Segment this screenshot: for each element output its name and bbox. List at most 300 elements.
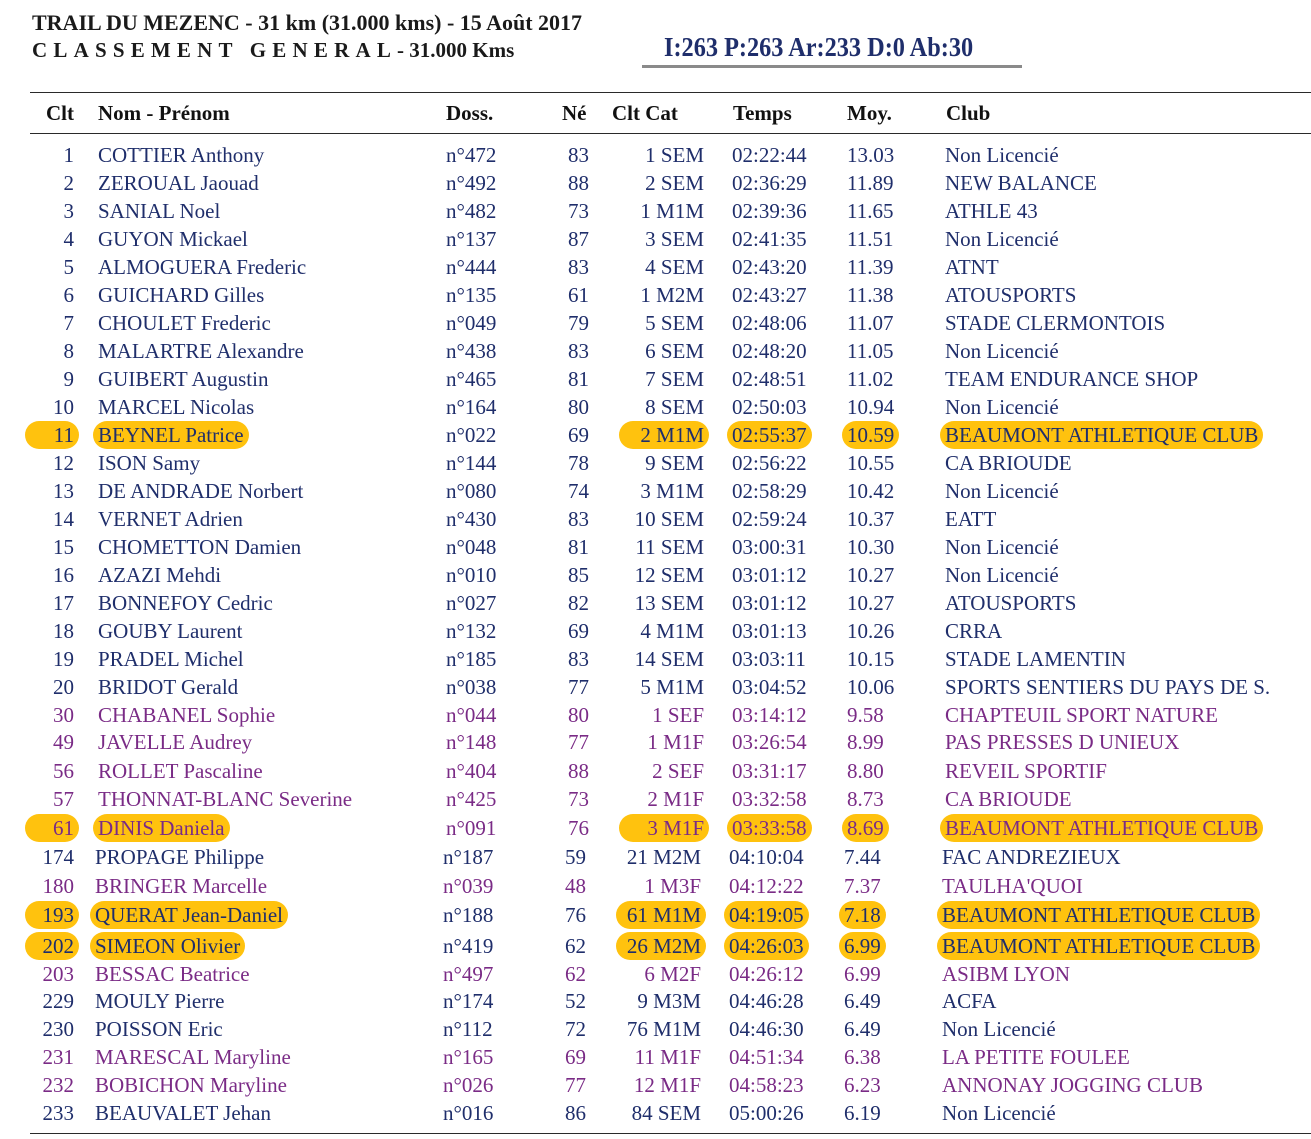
cell-clt: 20 [53,675,74,699]
cell-nom: BONNEFOY Cedric [98,591,273,615]
cell-nom: JAVELLE Audrey [98,730,253,754]
cell-nom: BESSAC Beatrice [95,962,250,986]
cell-moy: 10.59 [842,421,899,449]
cell-ne: 69 [565,1045,586,1069]
cell-temps: 03:14:12 [732,703,807,727]
cell-temps: 03:33:58 [727,814,812,842]
cell-moy: 11.07 [847,311,894,335]
cell-temps: 03:01:12 [732,563,807,587]
cell-clt: 9 [63,367,74,391]
table-row [0,1071,1311,1099]
cell-nom: PROPAGE Philippe [95,845,265,869]
cell-clt: 230 [42,1017,74,1041]
cell-cat: 6 M2F [644,962,701,986]
cell-doss: n°038 [446,675,497,699]
table-row [0,169,1311,197]
cell-doss: n°497 [443,962,494,986]
cell-nom: BOBICHON Maryline [95,1073,287,1097]
cell-clt: 16 [53,563,74,587]
cell-club: CRRA [945,619,1003,643]
cell-club: BEAUMONT ATHLETIQUE CLUB [940,814,1263,842]
cell-temps: 02:41:35 [732,227,807,251]
cell-clt: 5 [63,255,74,279]
cell-ne: 82 [568,591,589,615]
cell-doss: n°148 [446,730,497,754]
cell-cat: 1 M2M [640,283,704,307]
cell-clt: 6 [63,283,74,307]
cell-temps: 03:03:11 [732,647,806,671]
cell-club: EATT [945,507,997,531]
cell-clt: 57 [53,787,74,811]
cell-ne: 72 [565,1017,586,1041]
cell-clt: 180 [42,874,74,898]
cell-cat: 13 SEM [634,591,704,615]
cell-clt: 19 [53,647,74,671]
cell-nom: BEYNEL Patrice [93,421,249,449]
cell-cat: 1 M1F [647,730,704,754]
cell-moy: 10.26 [847,619,895,643]
cell-temps: 04:26:03 [724,932,809,960]
cell-doss: n°049 [446,311,497,335]
col-header-temps: Temps [733,101,792,125]
cell-ne: 77 [565,1073,586,1097]
cell-temps: 04:26:12 [729,962,804,986]
cell-doss: n°044 [446,703,497,727]
cell-clt: 233 [42,1101,74,1125]
table-row [0,225,1311,253]
cell-doss: n°091 [446,816,497,840]
cell-temps: 02:50:03 [732,395,807,419]
table-row [0,505,1311,533]
cell-ne: 59 [565,845,586,869]
cell-doss: n°444 [446,255,497,279]
cell-moy: 6.49 [844,1017,881,1041]
cell-temps: 04:58:23 [729,1073,804,1097]
cell-nom: QUERAT Jean-Daniel [90,901,288,929]
cell-clt: 10 [53,395,74,419]
cell-nom: BRINGER Marcelle [95,874,268,898]
cell-moy: 8.73 [847,787,884,811]
cell-temps: 04:19:05 [724,901,809,929]
cell-doss: n°022 [446,423,497,447]
cell-temps: 02:59:24 [732,507,807,531]
cell-temps: 02:56:22 [732,451,807,475]
cell-temps: 02:43:27 [732,283,807,307]
cell-club: PAS PRESSES D UNIEUX [945,730,1180,754]
cell-ne: 80 [568,395,589,419]
cell-ne: 83 [568,255,589,279]
page-title: TRAIL DU MEZENC - 31 km (31.000 kms) - 15 Août 2017 [32,10,583,35]
cell-moy: 11.39 [847,255,894,279]
table-row [0,197,1311,225]
cell-cat: 1 M1M [640,199,704,223]
cell-doss: n°185 [446,647,497,671]
cell-temps: 03:01:12 [732,591,807,615]
table-row [0,449,1311,477]
cell-nom: GUIBERT Augustin [98,367,269,391]
table-row [0,1043,1311,1071]
cell-doss: n°027 [446,591,497,615]
cell-ne: 81 [568,535,589,559]
cell-ne: 85 [568,563,589,587]
cell-doss: n°187 [443,845,494,869]
cell-club: TEAM ENDURANCE SHOP [945,367,1199,391]
cell-nom: BEAUVALET Jehan [95,1101,271,1125]
cell-ne: 88 [568,171,589,195]
cell-club: Non Licencié [945,227,1059,251]
cell-cat: 12 SEM [634,563,704,587]
cell-doss: n°112 [443,1017,493,1041]
subtitle-spaced: CLASSEMENT GENERAL [32,38,398,62]
cell-club: Non Licencié [945,143,1059,167]
cell-clt: 12 [53,451,74,475]
cell-temps: 02:39:36 [732,199,807,223]
cell-ne: 77 [568,730,589,754]
cell-club: Non Licencié [942,1101,1056,1125]
cell-moy: 11.05 [847,339,894,363]
cell-ne: 87 [568,227,589,251]
cell-moy: 10.30 [847,535,895,559]
cell-clt: 174 [42,845,74,869]
cell-clt: 202 [25,932,79,960]
cell-club: STADE CLERMONTOIS [945,311,1166,335]
table-row [0,337,1311,365]
cell-clt: 18 [53,619,74,643]
cell-nom: MARCEL Nicolas [98,395,255,419]
cell-clt: 229 [42,989,74,1013]
cell-clt: 49 [53,730,74,754]
cell-cat: 5 SEM [645,311,704,335]
cell-nom: GOUBY Laurent [98,619,243,643]
cell-temps: 05:00:26 [729,1101,804,1125]
cell-nom: ALMOGUERA Frederic [98,255,307,279]
cell-doss: n°137 [446,227,497,251]
cell-clt: 2 [63,171,74,195]
cell-club: NEW BALANCE [945,171,1097,195]
cell-doss: n°174 [443,989,494,1013]
cell-club: ATOUSPORTS [945,283,1077,307]
cell-cat: 14 SEM [634,647,704,671]
table-row [0,1015,1311,1043]
cell-clt: 4 [63,227,74,251]
cell-club: BEAUMONT ATHLETIQUE CLUB [937,932,1260,960]
cell-ne: 77 [568,675,589,699]
cell-doss: n°016 [443,1101,494,1125]
col-header-club: Club [946,101,991,125]
cell-clt: 8 [63,339,74,363]
cell-cat: 2 SEM [645,171,704,195]
cell-cat: 3 M1M [640,479,704,503]
cell-cat: 3 SEM [645,227,704,251]
cell-doss: n°048 [446,535,497,559]
cell-temps: 03:01:13 [732,619,807,643]
cell-moy: 11.38 [847,283,894,307]
cell-ne: 69 [568,423,589,447]
cell-temps: 02:55:37 [727,421,812,449]
table-row [0,701,1311,729]
cell-clt: 193 [25,901,79,929]
cell-ne: 83 [568,647,589,671]
table-row [0,785,1311,813]
cell-club: Non Licencié [945,479,1059,503]
cell-moy: 10.37 [847,507,895,531]
table-row [0,589,1311,617]
table-row [0,987,1311,1015]
cell-cat: 3 M1F [619,814,709,842]
cell-temps: 03:32:58 [732,787,807,811]
cell-clt: 30 [53,703,74,727]
cell-clt: 17 [53,591,74,615]
cell-ne: 52 [565,989,586,1013]
cell-nom: ISON Samy [98,451,201,475]
cell-doss: n°419 [443,934,494,958]
cell-nom: AZAZI Mehdi [98,563,222,587]
cell-doss: n°404 [446,759,497,783]
cell-club: REVEIL SPORTIF [945,759,1107,783]
cell-doss: n°144 [446,451,497,475]
cell-clt: 3 [63,199,74,223]
cell-doss: n°425 [446,787,497,811]
cell-moy: 7.37 [844,874,881,898]
cell-temps: 02:43:20 [732,255,807,279]
cell-doss: n°430 [446,507,497,531]
cell-doss: n°438 [446,339,497,363]
cell-club: BEAUMONT ATHLETIQUE CLUB [937,901,1260,929]
table-row [0,728,1311,756]
cell-temps: 04:10:04 [729,845,804,869]
cell-temps: 03:26:54 [732,730,807,754]
cell-moy: 10.27 [847,563,895,587]
cell-moy: 6.49 [844,989,881,1013]
cell-club: ANNONAY JOGGING CLUB [942,1073,1203,1097]
cell-doss: n°492 [446,171,497,195]
cell-ne: 74 [568,479,589,503]
table-row [0,872,1311,900]
cell-club: Non Licencié [945,535,1059,559]
cell-nom: ROLLET Pascaline [98,759,263,783]
cell-doss: n°039 [443,874,494,898]
cell-moy: 7.18 [839,901,886,929]
table-row [0,141,1311,169]
cell-nom: SIMEON Olivier [90,932,245,960]
cell-club: Non Licencié [945,563,1059,587]
cell-ne: 80 [568,703,589,727]
cell-temps: 02:58:29 [732,479,807,503]
cell-ne: 62 [565,934,586,958]
cell-cat: 2 SEF [652,759,704,783]
col-header-cat: Clt Cat [612,101,678,125]
cell-club: ATNT [945,255,999,279]
cell-ne: 78 [568,451,589,475]
cell-club: FAC ANDREZIEUX [942,845,1121,869]
col-header-doss: Doss. [446,101,494,125]
cell-clt: 1 [63,143,74,167]
cell-moy: 10.94 [847,395,895,419]
cell-moy: 6.23 [844,1073,881,1097]
cell-moy: 10.06 [847,675,895,699]
cell-club: ATOUSPORTS [945,591,1077,615]
cell-ne: 48 [565,874,586,898]
cell-moy: 10.55 [847,451,895,475]
cell-cat: 4 M1M [640,619,704,643]
cell-moy: 7.44 [844,845,881,869]
cell-doss: n°472 [446,143,497,167]
cell-ne: 73 [568,787,589,811]
cell-cat: 1 SEF [652,703,704,727]
cell-cat: 11 SEM [635,535,704,559]
col-header-ne: Né [562,101,587,125]
cell-nom: GUICHARD Gilles [98,283,265,307]
cell-nom: PRADEL Michel [98,647,244,671]
table-row [0,477,1311,505]
cell-cat: 12 M1F [633,1073,701,1097]
cell-doss: n°482 [446,199,497,223]
cell-temps: 02:48:06 [732,311,807,335]
cell-club: CHAPTEUIL SPORT NATURE [945,703,1218,727]
cell-nom: VERNET Adrien [98,507,243,531]
cell-temps: 03:31:17 [732,759,807,783]
cell-moy: 8.80 [847,759,884,783]
cell-club: STADE LAMENTIN [945,647,1126,671]
cell-cat: 11 M1F [634,1045,701,1069]
cell-club: Non Licencié [942,1017,1056,1041]
cell-clt: 232 [42,1073,74,1097]
table-row [0,309,1311,337]
cell-cat: 4 SEM [645,255,704,279]
cell-ne: 83 [568,143,589,167]
cell-moy: 10.27 [847,591,895,615]
cell-temps: 02:48:20 [732,339,807,363]
cell-nom: ZEROUAL Jaouad [98,171,259,195]
cell-club: CA BRIOUDE [945,787,1072,811]
cell-moy: 10.42 [847,479,895,503]
cell-cat: 1 M3F [644,874,701,898]
cell-temps: 03:00:31 [732,535,807,559]
col-header-clt: Clt [46,101,74,125]
cell-moy: 8.99 [847,730,884,754]
cell-nom: GUYON Mickael [98,227,248,251]
cell-doss: n°164 [446,395,497,419]
cell-nom: MALARTRE Alexandre [98,339,304,363]
col-header-moy: Moy. [847,101,892,125]
table-row [0,617,1311,645]
cell-clt: 13 [53,479,74,503]
cell-clt: 61 [25,814,79,842]
table-row [0,561,1311,589]
cell-ne: 81 [568,367,589,391]
cell-cat: 26 M2M [616,932,706,960]
table-row [0,932,1311,960]
cell-nom: CHOMETTON Damien [98,535,302,559]
cell-cat: 8 SEM [645,395,704,419]
table-row [0,1099,1311,1127]
cell-clt: 7 [63,311,74,335]
cell-ne: 88 [568,759,589,783]
table-row [0,757,1311,785]
cell-cat: 7 SEM [645,367,704,391]
cell-ne: 61 [568,283,589,307]
cell-moy: 11.51 [847,227,894,251]
cell-clt: 56 [53,759,74,783]
cell-cat: 84 SEM [631,1101,701,1125]
cell-nom: POISSON Eric [95,1017,223,1041]
cell-nom: SANIAL Noel [98,199,221,223]
cell-cat: 21 M2M [626,845,701,869]
cell-cat: 76 M1M [626,1017,701,1041]
table-row [0,365,1311,393]
cell-nom: COTTIER Anthony [98,143,265,167]
table-row [0,253,1311,281]
table-row [0,281,1311,309]
cell-ne: 83 [568,507,589,531]
cell-nom: CHOULET Frederic [98,311,271,335]
cell-doss: n°010 [446,563,497,587]
cell-club: CA BRIOUDE [945,451,1072,475]
cell-moy: 6.99 [844,962,881,986]
cell-club: SPORTS SENTIERS DU PAYS DE S. [945,675,1271,699]
cell-nom: BRIDOT Gerald [98,675,239,699]
cell-cat: 2 M1M [619,421,709,449]
cell-cat: 10 SEM [634,507,704,531]
cell-club: Non Licencié [945,395,1059,419]
cell-ne: 86 [565,1101,586,1125]
cell-ne: 76 [565,903,586,927]
cell-moy: 8.69 [842,814,889,842]
cell-doss: n°465 [446,367,497,391]
cell-temps: 04:12:22 [729,874,804,898]
table-row [0,533,1311,561]
cell-clt: 14 [53,507,74,531]
cell-cat: 9 M3M [637,989,701,1013]
cell-club: ACFA [942,989,997,1013]
cell-ne: 69 [568,619,589,643]
cell-temps: 02:36:29 [732,171,807,195]
cell-doss: n°165 [443,1045,494,1069]
cell-nom: DINIS Daniela [93,814,230,842]
table-row [0,960,1311,988]
cell-moy: 6.19 [844,1101,881,1125]
cell-temps: 04:51:34 [729,1045,804,1069]
cell-ne: 73 [568,199,589,223]
cell-cat: 2 M1F [647,787,704,811]
cell-ne: 76 [568,816,589,840]
cell-temps: 04:46:28 [729,989,804,1013]
table-row [0,814,1311,842]
cell-clt: 203 [42,962,74,986]
cell-temps: 02:22:44 [732,143,807,167]
cell-club: TAULHA'QUOI [942,874,1083,898]
cell-doss: n°080 [446,479,497,503]
cell-nom: MARESCAL Maryline [95,1045,291,1069]
cell-moy: 11.89 [847,171,894,195]
table-row [0,901,1311,929]
cell-clt: 15 [53,535,74,559]
cell-temps: 04:46:30 [729,1017,804,1041]
cell-club: ATHLE 43 [945,199,1038,223]
table-bottom-rule [30,1133,1311,1134]
subtitle-rest: - 31.000 Kms [397,38,515,62]
cell-doss: n°135 [446,283,497,307]
cell-moy: 6.99 [839,932,886,960]
cell-cat: 1 SEM [645,143,704,167]
cell-cat: 5 M1M [640,675,704,699]
cell-club: ASIBM LYON [942,962,1070,986]
cell-doss: n°188 [443,903,494,927]
cell-club: LA PETITE FOULEE [942,1045,1130,1069]
cell-clt: 231 [42,1045,74,1069]
cell-ne: 79 [568,311,589,335]
cell-ne: 83 [568,339,589,363]
